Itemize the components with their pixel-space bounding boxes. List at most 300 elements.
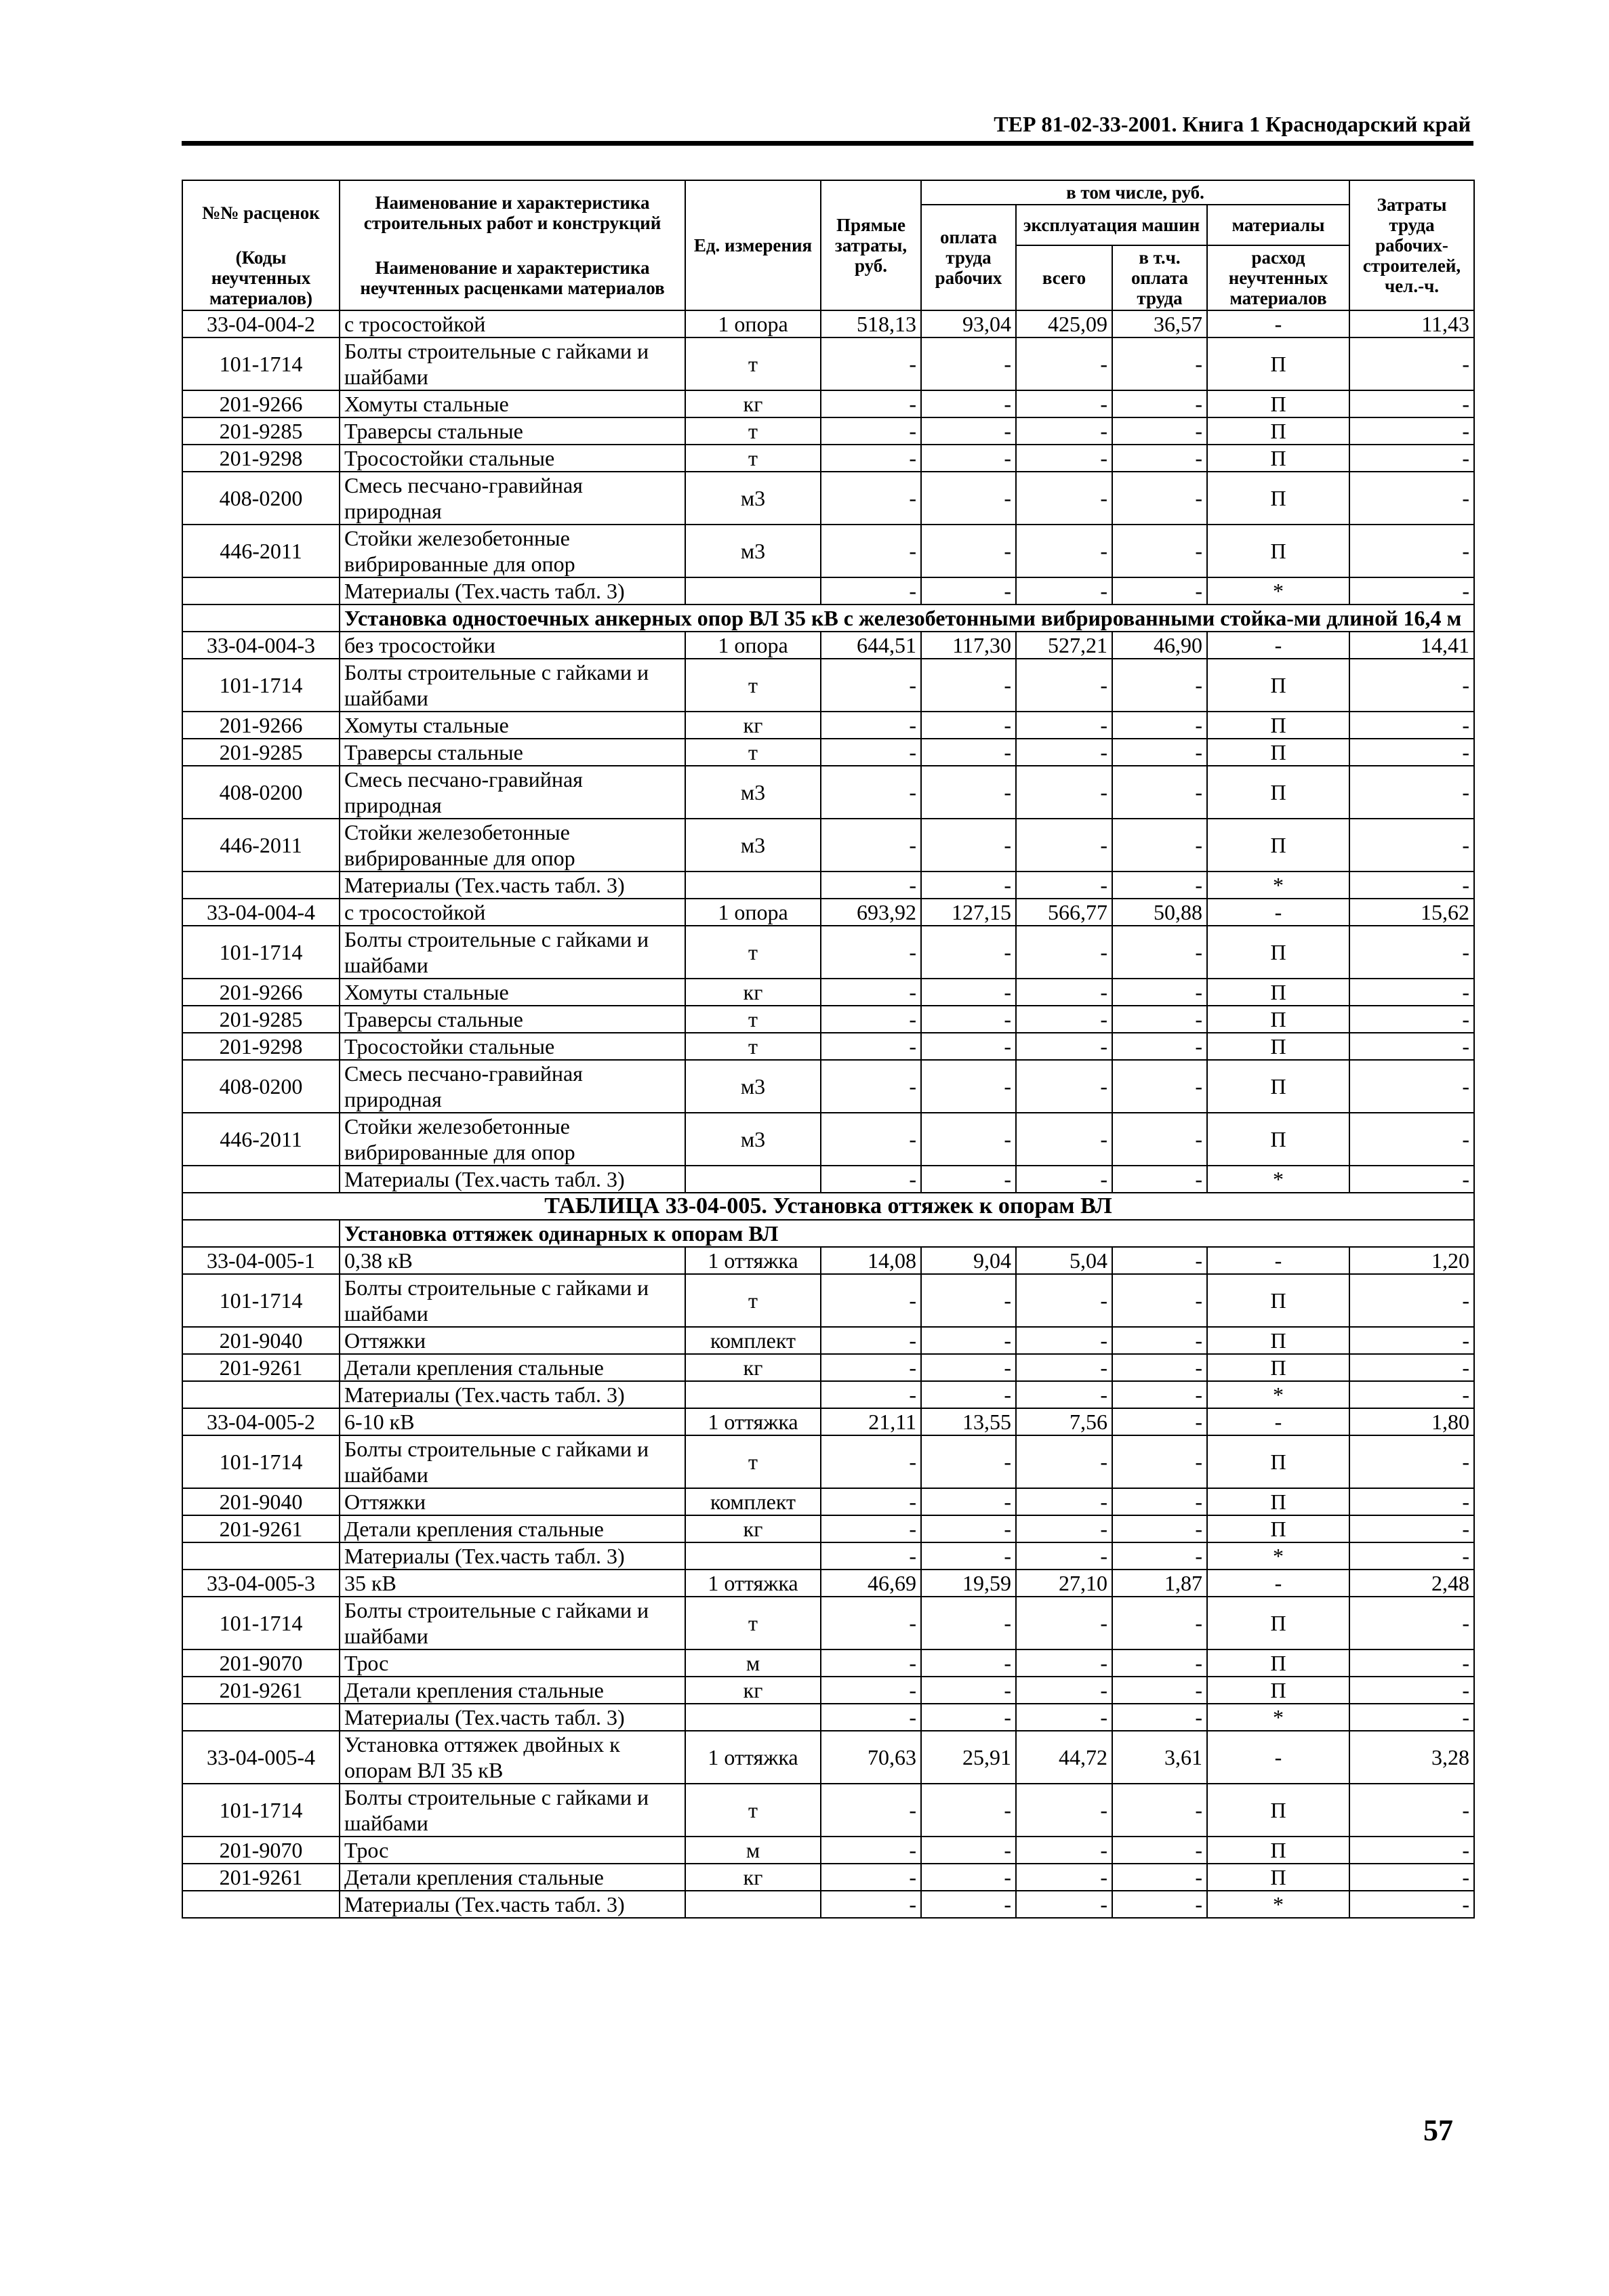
- materials-cell: П: [1207, 1677, 1349, 1704]
- rate-name: Болты строительные с гайками и шайбами: [340, 337, 685, 390]
- rate-name: без тросостойки: [340, 632, 685, 659]
- rate-code: 201-9040: [182, 1327, 340, 1354]
- unit-cell: кг: [685, 1515, 821, 1542]
- rate-code: 33-04-004-3: [182, 632, 340, 659]
- unit-cell: м3: [685, 1113, 821, 1166]
- labor-cost: -: [921, 1837, 1016, 1864]
- materials-cell: -: [1207, 1570, 1349, 1597]
- labor-cost: 93,04: [921, 310, 1016, 337]
- machine-cost: -: [1016, 1891, 1112, 1918]
- machine-labor-cost: 46,90: [1112, 632, 1207, 659]
- worker-hours: -: [1349, 712, 1474, 739]
- material-row: [182, 1649, 1474, 1677]
- direct-cost: -: [821, 819, 921, 872]
- direct-cost: 21,11: [821, 1408, 921, 1435]
- worker-hours: -: [1349, 979, 1474, 1006]
- machine-cost: -: [1016, 1327, 1112, 1354]
- material-row: [182, 1354, 1474, 1381]
- worker-hours: 1,80: [1349, 1408, 1474, 1435]
- rate-name: Болты строительные с гайками и шайбами: [340, 1597, 685, 1649]
- worker-hours: -: [1349, 1006, 1474, 1033]
- worker-hours: -: [1349, 1837, 1474, 1864]
- worker-hours: -: [1349, 472, 1474, 525]
- rate-code: [182, 1166, 340, 1193]
- machine-labor-cost: -: [1112, 1354, 1207, 1381]
- machine-labor-cost: -: [1112, 1006, 1207, 1033]
- direct-cost: -: [821, 390, 921, 417]
- material-row: [182, 739, 1474, 766]
- rate-code: 201-9298: [182, 445, 340, 472]
- worker-hours: -: [1349, 1542, 1474, 1570]
- rate-name: Стойки железобетонные вибрированные для опор: [340, 525, 685, 577]
- col-mach-total: всего: [1016, 245, 1112, 310]
- materials-cell: П: [1207, 1006, 1349, 1033]
- machine-cost: -: [1016, 1033, 1112, 1060]
- worker-hours: 14,41: [1349, 632, 1474, 659]
- rate-name: Болты строительные с гайками и шайбами: [340, 659, 685, 712]
- machine-labor-cost: -: [1112, 1864, 1207, 1891]
- unit-cell: м3: [685, 766, 821, 819]
- labor-cost: -: [921, 1649, 1016, 1677]
- worker-hours: -: [1349, 1677, 1474, 1704]
- materials-cell: *: [1207, 1166, 1349, 1193]
- col-materials: материалы: [1207, 205, 1349, 245]
- unit-cell: [685, 872, 821, 899]
- worker-hours: -: [1349, 1166, 1474, 1193]
- material-row: [182, 1113, 1474, 1166]
- materials-cell: -: [1207, 1731, 1349, 1784]
- machine-cost: -: [1016, 1837, 1112, 1864]
- unit-cell: кг: [685, 712, 821, 739]
- direct-cost: -: [821, 979, 921, 1006]
- worker-hours: -: [1349, 577, 1474, 604]
- unit-cell: т: [685, 659, 821, 712]
- col-name-bottom: Наименование и характеристика неучтенных расценками материалов: [340, 245, 685, 310]
- rate-code: [182, 1891, 340, 1918]
- materials-cell: П: [1207, 472, 1349, 525]
- rate-code: 408-0200: [182, 472, 340, 525]
- rate-name: Тросостойки стальные: [340, 1033, 685, 1060]
- unit-cell: т: [685, 739, 821, 766]
- material-row: [182, 1864, 1474, 1891]
- rate-name: Материалы (Тех.часть табл. 3): [340, 872, 685, 899]
- direct-cost: -: [821, 1113, 921, 1166]
- unit-cell: 1 оттяжка: [685, 1570, 821, 1597]
- rate-code: 408-0200: [182, 1060, 340, 1113]
- worker-hours: -: [1349, 1515, 1474, 1542]
- rate-name: Тросостойки стальные: [340, 445, 685, 472]
- rate-code: 201-9285: [182, 1006, 340, 1033]
- direct-cost: 518,13: [821, 310, 921, 337]
- unit-cell: т: [685, 1274, 821, 1327]
- material-row: [182, 577, 1474, 604]
- norms-table: [182, 180, 1475, 1919]
- materials-cell: П: [1207, 1597, 1349, 1649]
- labor-cost: -: [921, 1515, 1016, 1542]
- rate-name: Смесь песчано-гравийная природная: [340, 1060, 685, 1113]
- machine-labor-cost: -: [1112, 1381, 1207, 1408]
- unit-cell: т: [685, 1435, 821, 1488]
- rate-code: 101-1714: [182, 926, 340, 979]
- col-incl: в том числе, руб.: [921, 180, 1349, 205]
- direct-cost: 693,92: [821, 899, 921, 926]
- rate-code: 201-9285: [182, 417, 340, 445]
- rate-name: Детали крепления стальные: [340, 1677, 685, 1704]
- material-row: [182, 390, 1474, 417]
- direct-cost: -: [821, 1354, 921, 1381]
- direct-cost: -: [821, 472, 921, 525]
- machine-cost: -: [1016, 819, 1112, 872]
- machine-labor-cost: -: [1112, 390, 1207, 417]
- rate-name: Смесь песчано-гравийная природная: [340, 472, 685, 525]
- material-row: [182, 926, 1474, 979]
- machine-cost: -: [1016, 659, 1112, 712]
- material-row: [182, 1060, 1474, 1113]
- material-row: [182, 1166, 1474, 1193]
- rate-code: 201-9266: [182, 390, 340, 417]
- rate-row: [182, 1731, 1474, 1784]
- unit-cell: [685, 1542, 821, 1570]
- rate-code: 201-9040: [182, 1488, 340, 1515]
- material-row: [182, 1006, 1474, 1033]
- machine-labor-cost: -: [1112, 1784, 1207, 1837]
- machine-cost: -: [1016, 445, 1112, 472]
- unit-cell: м: [685, 1649, 821, 1677]
- machine-cost: -: [1016, 739, 1112, 766]
- rate-code: 33-04-004-4: [182, 899, 340, 926]
- unit-cell: 1 опора: [685, 632, 821, 659]
- worker-hours: -: [1349, 659, 1474, 712]
- machine-labor-cost: -: [1112, 1488, 1207, 1515]
- material-row: [182, 712, 1474, 739]
- machine-labor-cost: -: [1112, 337, 1207, 390]
- rate-row: [182, 632, 1474, 659]
- unit-cell: т: [685, 926, 821, 979]
- material-row: [182, 1488, 1474, 1515]
- labor-cost: 9,04: [921, 1247, 1016, 1274]
- machine-labor-cost: -: [1112, 1166, 1207, 1193]
- labor-cost: 13,55: [921, 1408, 1016, 1435]
- rate-name: Траверсы стальные: [340, 1006, 685, 1033]
- rate-code: 446-2011: [182, 819, 340, 872]
- materials-cell: П: [1207, 819, 1349, 872]
- worker-hours: 3,28: [1349, 1731, 1474, 1784]
- direct-cost: -: [821, 445, 921, 472]
- rate-code: 201-9070: [182, 1649, 340, 1677]
- material-row: [182, 1327, 1474, 1354]
- materials-cell: П: [1207, 1784, 1349, 1837]
- labor-cost: -: [921, 525, 1016, 577]
- worker-hours: -: [1349, 766, 1474, 819]
- rate-name: Оттяжки: [340, 1488, 685, 1515]
- machine-cost: -: [1016, 525, 1112, 577]
- worker-hours: -: [1349, 1327, 1474, 1354]
- worker-hours: -: [1349, 739, 1474, 766]
- worker-hours: -: [1349, 1784, 1474, 1837]
- rate-name: 6-10 кВ: [340, 1408, 685, 1435]
- unit-cell: 1 опора: [685, 310, 821, 337]
- rate-code: 201-9266: [182, 979, 340, 1006]
- labor-cost: -: [921, 1542, 1016, 1570]
- machine-cost: 27,10: [1016, 1570, 1112, 1597]
- rate-code: [182, 577, 340, 604]
- labor-cost: -: [921, 1784, 1016, 1837]
- labor-cost: -: [921, 1033, 1016, 1060]
- worker-hours: -: [1349, 1864, 1474, 1891]
- rate-code: [182, 1381, 340, 1408]
- machine-labor-cost: -: [1112, 1327, 1207, 1354]
- material-row: [182, 979, 1474, 1006]
- direct-cost: -: [821, 1784, 921, 1837]
- machine-cost: -: [1016, 926, 1112, 979]
- worker-hours: -: [1349, 1891, 1474, 1918]
- machine-cost: -: [1016, 979, 1112, 1006]
- unit-cell: [685, 1704, 821, 1731]
- worker-hours: 11,43: [1349, 310, 1474, 337]
- direct-cost: 644,51: [821, 632, 921, 659]
- direct-cost: -: [821, 712, 921, 739]
- machine-labor-cost: -: [1112, 1837, 1207, 1864]
- materials-cell: П: [1207, 337, 1349, 390]
- materials-cell: П: [1207, 1488, 1349, 1515]
- direct-cost: -: [821, 1597, 921, 1649]
- machine-labor-cost: -: [1112, 766, 1207, 819]
- material-row: [182, 1381, 1474, 1408]
- labor-cost: -: [921, 577, 1016, 604]
- rate-row: [182, 310, 1474, 337]
- unit-cell: [685, 1166, 821, 1193]
- machine-cost: -: [1016, 1597, 1112, 1649]
- material-row: [182, 337, 1474, 390]
- materials-cell: П: [1207, 1060, 1349, 1113]
- rate-code: 201-9261: [182, 1515, 340, 1542]
- materials-cell: П: [1207, 1649, 1349, 1677]
- rate-code: 101-1714: [182, 1784, 340, 1837]
- worker-hours: -: [1349, 872, 1474, 899]
- rate-name: Материалы (Тех.часть табл. 3): [340, 1542, 685, 1570]
- col-code-top: №№ расценок: [182, 180, 340, 245]
- machine-labor-cost: -: [1112, 445, 1207, 472]
- machine-labor-cost: 50,88: [1112, 899, 1207, 926]
- labor-cost: -: [921, 1060, 1016, 1113]
- machine-cost: 5,04: [1016, 1247, 1112, 1274]
- unit-cell: т: [685, 1006, 821, 1033]
- col-workers: Затраты труда рабочих-строителей, чел.-ч.: [1349, 180, 1474, 310]
- direct-cost: 14,08: [821, 1247, 921, 1274]
- machine-cost: -: [1016, 1381, 1112, 1408]
- machine-labor-cost: -: [1112, 1649, 1207, 1677]
- machine-cost: -: [1016, 1274, 1112, 1327]
- rate-name: с тросостойкой: [340, 899, 685, 926]
- labor-cost: -: [921, 659, 1016, 712]
- unit-cell: м3: [685, 819, 821, 872]
- rate-name: Установка оттяжек двойных к опорам ВЛ 35 кВ: [340, 1731, 685, 1784]
- unit-cell: 1 оттяжка: [685, 1247, 821, 1274]
- unit-cell: т: [685, 1597, 821, 1649]
- machine-labor-cost: -: [1112, 1408, 1207, 1435]
- machine-labor-cost: -: [1112, 819, 1207, 872]
- machine-cost: -: [1016, 472, 1112, 525]
- labor-cost: -: [921, 445, 1016, 472]
- machine-labor-cost: -: [1112, 1891, 1207, 1918]
- unit-cell: м3: [685, 525, 821, 577]
- section-title: Установка оттяжек одинарных к опорам ВЛ: [340, 1220, 1474, 1247]
- labor-cost: -: [921, 417, 1016, 445]
- direct-cost: -: [821, 1060, 921, 1113]
- materials-cell: П: [1207, 712, 1349, 739]
- rate-name: Оттяжки: [340, 1327, 685, 1354]
- materials-cell: П: [1207, 739, 1349, 766]
- unit-cell: т: [685, 445, 821, 472]
- direct-cost: -: [821, 1837, 921, 1864]
- unit-cell: кг: [685, 1864, 821, 1891]
- machine-labor-cost: -: [1112, 872, 1207, 899]
- rate-name: Стойки железобетонные вибрированные для опор: [340, 819, 685, 872]
- machine-labor-cost: -: [1112, 1515, 1207, 1542]
- direct-cost: -: [821, 1006, 921, 1033]
- section-blank-cell: [182, 1220, 340, 1247]
- labor-cost: -: [921, 1113, 1016, 1166]
- rate-code: 446-2011: [182, 525, 340, 577]
- direct-cost: -: [821, 525, 921, 577]
- worker-hours: -: [1349, 1435, 1474, 1488]
- materials-cell: П: [1207, 766, 1349, 819]
- material-row: [182, 1677, 1474, 1704]
- rate-name: Детали крепления стальные: [340, 1515, 685, 1542]
- worker-hours: 1,20: [1349, 1247, 1474, 1274]
- rate-name: Трос: [340, 1837, 685, 1864]
- table-header: [182, 180, 1474, 310]
- rate-code: 33-04-005-4: [182, 1731, 340, 1784]
- materials-cell: П: [1207, 1864, 1349, 1891]
- materials-cell: *: [1207, 1704, 1349, 1731]
- rate-name: Хомуты стальные: [340, 390, 685, 417]
- rate-code: 101-1714: [182, 1274, 340, 1327]
- section-blank-cell: [182, 604, 340, 632]
- machine-labor-cost: 3,61: [1112, 1731, 1207, 1784]
- labor-cost: -: [921, 872, 1016, 899]
- rate-code: 33-04-005-1: [182, 1247, 340, 1274]
- materials-cell: П: [1207, 1435, 1349, 1488]
- material-row: [182, 766, 1474, 819]
- machine-cost: -: [1016, 1166, 1112, 1193]
- table-title-row: [182, 1193, 1474, 1220]
- materials-cell: П: [1207, 1515, 1349, 1542]
- machine-cost: -: [1016, 1649, 1112, 1677]
- machine-labor-cost: -: [1112, 1542, 1207, 1570]
- rate-code: 201-9285: [182, 739, 340, 766]
- col-mach-labor: в т.ч. оплата труда: [1112, 245, 1207, 310]
- material-row: [182, 472, 1474, 525]
- machine-cost: -: [1016, 1060, 1112, 1113]
- col-mat-sub: расход неучтенных материалов: [1207, 245, 1349, 310]
- rate-code: 33-04-005-2: [182, 1408, 340, 1435]
- col-unit: Ед. измерения: [685, 180, 821, 310]
- labor-cost: -: [921, 819, 1016, 872]
- machine-cost: 44,72: [1016, 1731, 1112, 1784]
- unit-cell: [685, 1381, 821, 1408]
- rate-code: 201-9261: [182, 1354, 340, 1381]
- rate-name: Болты строительные с гайками и шайбами: [340, 1274, 685, 1327]
- material-row: [182, 1704, 1474, 1731]
- labor-cost: -: [921, 1166, 1016, 1193]
- rate-code: 446-2011: [182, 1113, 340, 1166]
- worker-hours: -: [1349, 819, 1474, 872]
- direct-cost: -: [821, 1274, 921, 1327]
- materials-cell: -: [1207, 1408, 1349, 1435]
- materials-cell: П: [1207, 390, 1349, 417]
- materials-cell: -: [1207, 310, 1349, 337]
- rate-name: Траверсы стальные: [340, 739, 685, 766]
- machine-cost: -: [1016, 1006, 1112, 1033]
- worker-hours: -: [1349, 417, 1474, 445]
- materials-cell: *: [1207, 1542, 1349, 1570]
- machine-cost: 527,21: [1016, 632, 1112, 659]
- labor-cost: -: [921, 1488, 1016, 1515]
- labor-cost: -: [921, 1327, 1016, 1354]
- material-row: [182, 1597, 1474, 1649]
- worker-hours: -: [1349, 1113, 1474, 1166]
- machine-cost: -: [1016, 1784, 1112, 1837]
- unit-cell: кг: [685, 390, 821, 417]
- rate-name: Материалы (Тех.часть табл. 3): [340, 1704, 685, 1731]
- rate-name: Детали крепления стальные: [340, 1864, 685, 1891]
- direct-cost: -: [821, 1864, 921, 1891]
- col-name-top: Наименование и характеристика строительных работ и конструкций: [340, 180, 685, 245]
- machine-cost: 7,56: [1016, 1408, 1112, 1435]
- materials-cell: П: [1207, 1113, 1349, 1166]
- worker-hours: -: [1349, 1649, 1474, 1677]
- rate-name: Материалы (Тех.часть табл. 3): [340, 1381, 685, 1408]
- direct-cost: -: [821, 1704, 921, 1731]
- worker-hours: 15,62: [1349, 899, 1474, 926]
- col-machines: эксплуатация машин: [1016, 205, 1207, 245]
- worker-hours: -: [1349, 445, 1474, 472]
- rate-name: с тросостойкой: [340, 310, 685, 337]
- machine-cost: -: [1016, 872, 1112, 899]
- material-row: [182, 1784, 1474, 1837]
- direct-cost: -: [821, 1649, 921, 1677]
- table-body: [182, 310, 1474, 1918]
- materials-cell: *: [1207, 1381, 1349, 1408]
- machine-cost: -: [1016, 1864, 1112, 1891]
- materials-cell: *: [1207, 577, 1349, 604]
- material-row: [182, 445, 1474, 472]
- rate-code: 33-04-005-3: [182, 1570, 340, 1597]
- unit-cell: 1 оттяжка: [685, 1731, 821, 1784]
- rate-name: Траверсы стальные: [340, 417, 685, 445]
- section-title: Установка одностоечных анкерных опор ВЛ 35 кВ с железобетонными вибрированными стойка-ми длиной 16,4 м: [340, 604, 1474, 632]
- direct-cost: -: [821, 1891, 921, 1918]
- labor-cost: -: [921, 1274, 1016, 1327]
- rate-row: [182, 899, 1474, 926]
- rate-code: 201-9070: [182, 1837, 340, 1864]
- machine-labor-cost: -: [1112, 712, 1207, 739]
- direct-cost: -: [821, 926, 921, 979]
- machine-cost: 425,09: [1016, 310, 1112, 337]
- labor-cost: -: [921, 1354, 1016, 1381]
- rate-code: 101-1714: [182, 337, 340, 390]
- col-code-bottom: (Коды неучтенных материалов): [182, 245, 340, 310]
- labor-cost: -: [921, 926, 1016, 979]
- machine-cost: -: [1016, 337, 1112, 390]
- rate-code: 201-9261: [182, 1677, 340, 1704]
- direct-cost: -: [821, 1033, 921, 1060]
- rate-code: 101-1714: [182, 1597, 340, 1649]
- section-row: [182, 604, 1474, 632]
- unit-cell: м3: [685, 1060, 821, 1113]
- labor-cost: -: [921, 1864, 1016, 1891]
